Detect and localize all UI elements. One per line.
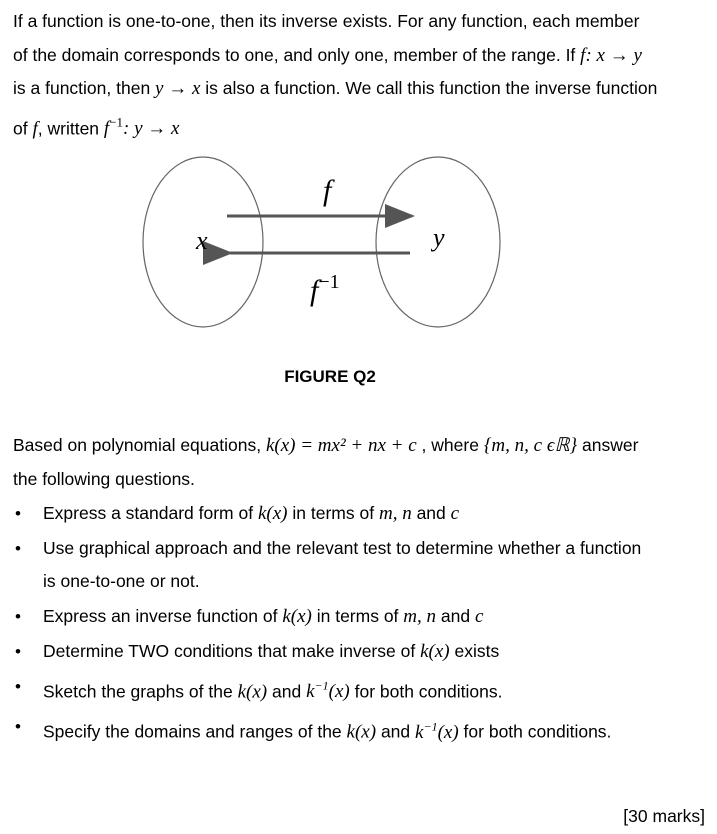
- function-mapping-diagram: [130, 150, 510, 340]
- bullet-icon: •: [15, 504, 21, 523]
- math-set: {m, n, c ϵℝ}: [483, 435, 578, 456]
- question-line-2: the following questions.: [13, 468, 195, 489]
- question-list: [13, 497, 713, 751]
- list-item: • Express a standard form of k(x) in terms of m, n and c: [13, 497, 713, 530]
- list-item: • Sketch the graphs of the k(x) and $k^{-1}(x)$ for both conditions.: [13, 670, 713, 708]
- intro-line-3: is a function, then y → x is also a function. We call this function the inverse function: [13, 78, 658, 99]
- question-intro: [13, 429, 713, 496]
- bullet-icon: •: [15, 677, 21, 696]
- inverse-label-finv: $f^{-1}$: [310, 271, 340, 307]
- question-line-1: Based on polynomial equations, k(x) = mx² + nx + c , where {m, n, c ϵℝ} answer: [13, 435, 639, 456]
- intro-paragraph: [13, 5, 713, 145]
- math-f-inverse: $f^{-1}$: y → x: [103, 114, 180, 139]
- list-item: • Determine TWO conditions that make inverse of k(x) exists: [13, 635, 713, 668]
- math-y-to-x: y → x: [155, 78, 201, 99]
- list-item: • Specify the domains and ranges of the k(x) and $k^{-1}(x)$ for both conditions.: [13, 710, 713, 748]
- intro-line-2: of the domain corresponds to one, and only one, member of the range. If f: x → y: [13, 44, 642, 66]
- intro-line-4: of f, written $f^{-1}$: y → x: [13, 114, 180, 139]
- math-f-map: f: x → y: [580, 44, 642, 66]
- math-k-of-x: k(x) = mx² + nx + c: [265, 435, 417, 456]
- bullet-icon: •: [15, 607, 21, 626]
- figure-caption: FIGURE Q2: [284, 367, 376, 386]
- intro-line-1: If a function is one-to-one, then its inverse exists. For any function, each member: [13, 11, 640, 31]
- list-item: • Express an inverse function of k(x) in terms of m, n and c: [13, 600, 713, 633]
- bullet-icon: •: [15, 642, 21, 661]
- domain-label-x: x: [196, 226, 208, 255]
- marks-label: [30 marks]: [623, 806, 705, 826]
- forward-label-f: f: [323, 174, 332, 207]
- bullet-icon: •: [15, 717, 21, 737]
- list-item: • Use graphical approach and the relevant test to determine whether a function is one-to-one or not.: [13, 532, 713, 598]
- bullet-icon: •: [15, 539, 21, 558]
- range-label-y: y: [433, 223, 445, 252]
